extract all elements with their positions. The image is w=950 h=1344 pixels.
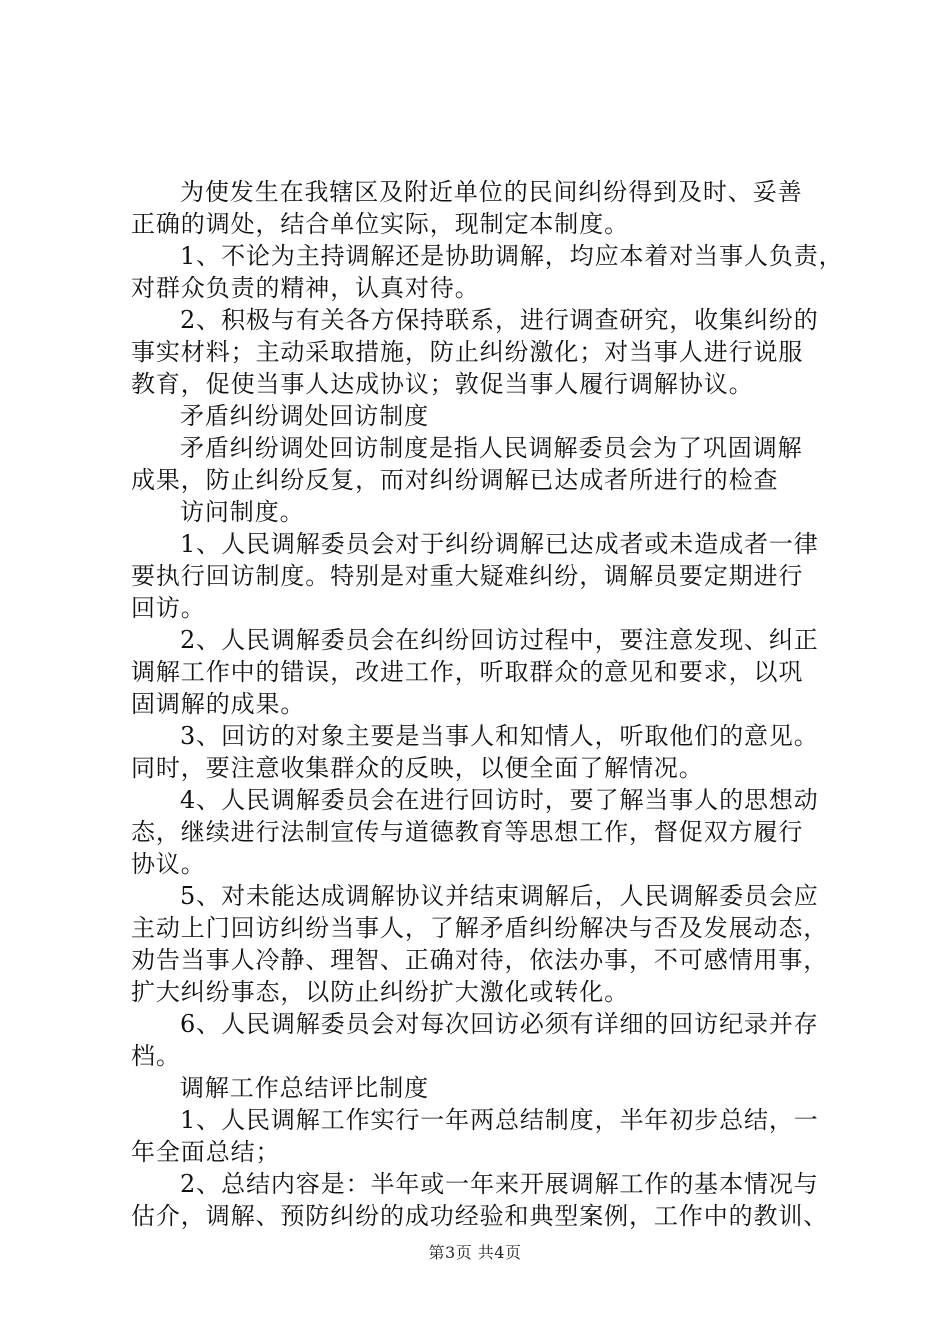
text-line: 调解工作中的错误，改进工作，听取群众的意见和要求，以巩 bbox=[131, 658, 804, 686]
text-line: 成果，防止纠纷反复，而对纠纷调解已达成者所进行的检查 bbox=[131, 466, 779, 494]
text-line: 事实材料；主动采取措施，防止纠纷激化；对当事人进行说服 bbox=[131, 338, 804, 366]
text-line: 调解工作总结评比制度 bbox=[180, 1074, 429, 1102]
text-line: 1、人民调解工作实行一年两总结制度，半年初步总结，一 bbox=[180, 1106, 819, 1134]
text-line: 6、人民调解委员会对每次回访必须有详细的回访纪录并存 bbox=[180, 1010, 819, 1038]
text-line: 协议。 bbox=[131, 850, 206, 878]
text-line: 2、积极与有关各方保持联系，进行调查研究，收集纠纷的 bbox=[180, 306, 819, 334]
text-line: 矛盾纠纷调处回访制度 bbox=[180, 402, 429, 430]
document-body bbox=[131, 176, 844, 1232]
text-line: 1、人民调解委员会对于纠纷调解已达成者或未造成者一律 bbox=[180, 530, 819, 558]
text-line: 劝告当事人冷静、理智、正确对待，依法办事，不可感情用事， bbox=[131, 946, 829, 974]
text-line: 扩大纠纷事态，以防止纠纷扩大激化或转化。 bbox=[131, 978, 629, 1006]
text-line: 2、总结内容是：半年或一年来开展调解工作的基本情况与 bbox=[180, 1170, 819, 1198]
text-line: 4、人民调解委员会在进行回访时，要了解当事人的思想动 bbox=[180, 786, 819, 814]
text-line: 访问制度。 bbox=[180, 498, 305, 526]
text-line: 为使发生在我辖区及附近单位的民间纠纷得到及时、妥善 bbox=[180, 178, 803, 206]
text-line: 正确的调处，结合单位实际，现制定本制度。 bbox=[131, 210, 629, 238]
text-line: 档。 bbox=[131, 1042, 181, 1070]
page-footer: 第3页 共4页 bbox=[428, 1243, 522, 1262]
text-line: 5、对未能达成调解协议并结束调解后，人民调解委员会应 bbox=[180, 882, 819, 910]
text-line: 3、回访的对象主要是当事人和知情人，听取他们的意见。 bbox=[180, 722, 819, 750]
text-line: 2、人民调解委员会在纠纷回访过程中，要注意发现、纠正 bbox=[180, 626, 819, 654]
text-line: 年全面总结； bbox=[131, 1138, 281, 1166]
text-line: 主动上门回访纠纷当事人，了解矛盾纠纷解决与否及发展动态， bbox=[131, 914, 829, 942]
text-line: 1、不论为主持调解还是协助调解，均应本着对当事人负责， bbox=[180, 242, 844, 270]
text-line: 教育，促使当事人达成协议；敦促当事人履行调解协议。 bbox=[131, 370, 754, 398]
text-line: 固调解的成果。 bbox=[131, 690, 306, 718]
text-line: 回访。 bbox=[131, 594, 206, 622]
text-line: 要执行回访制度。特别是对重大疑难纠纷，调解员要定期进行 bbox=[131, 562, 804, 590]
text-line: 对群众负责的精神，认真对待。 bbox=[131, 274, 480, 302]
text-line: 同时，要注意收集群众的反映，以便全面了解情况。 bbox=[131, 754, 704, 782]
text-line: 态，继续进行法制宣传与道德教育等思想工作，督促双方履行 bbox=[131, 818, 804, 846]
text-line: 估介，调解、预防纠纷的成功经验和典型案例，工作中的教训、 bbox=[131, 1202, 829, 1230]
text-line: 矛盾纠纷调处回访制度是指人民调解委员会为了巩固调解 bbox=[180, 434, 803, 462]
